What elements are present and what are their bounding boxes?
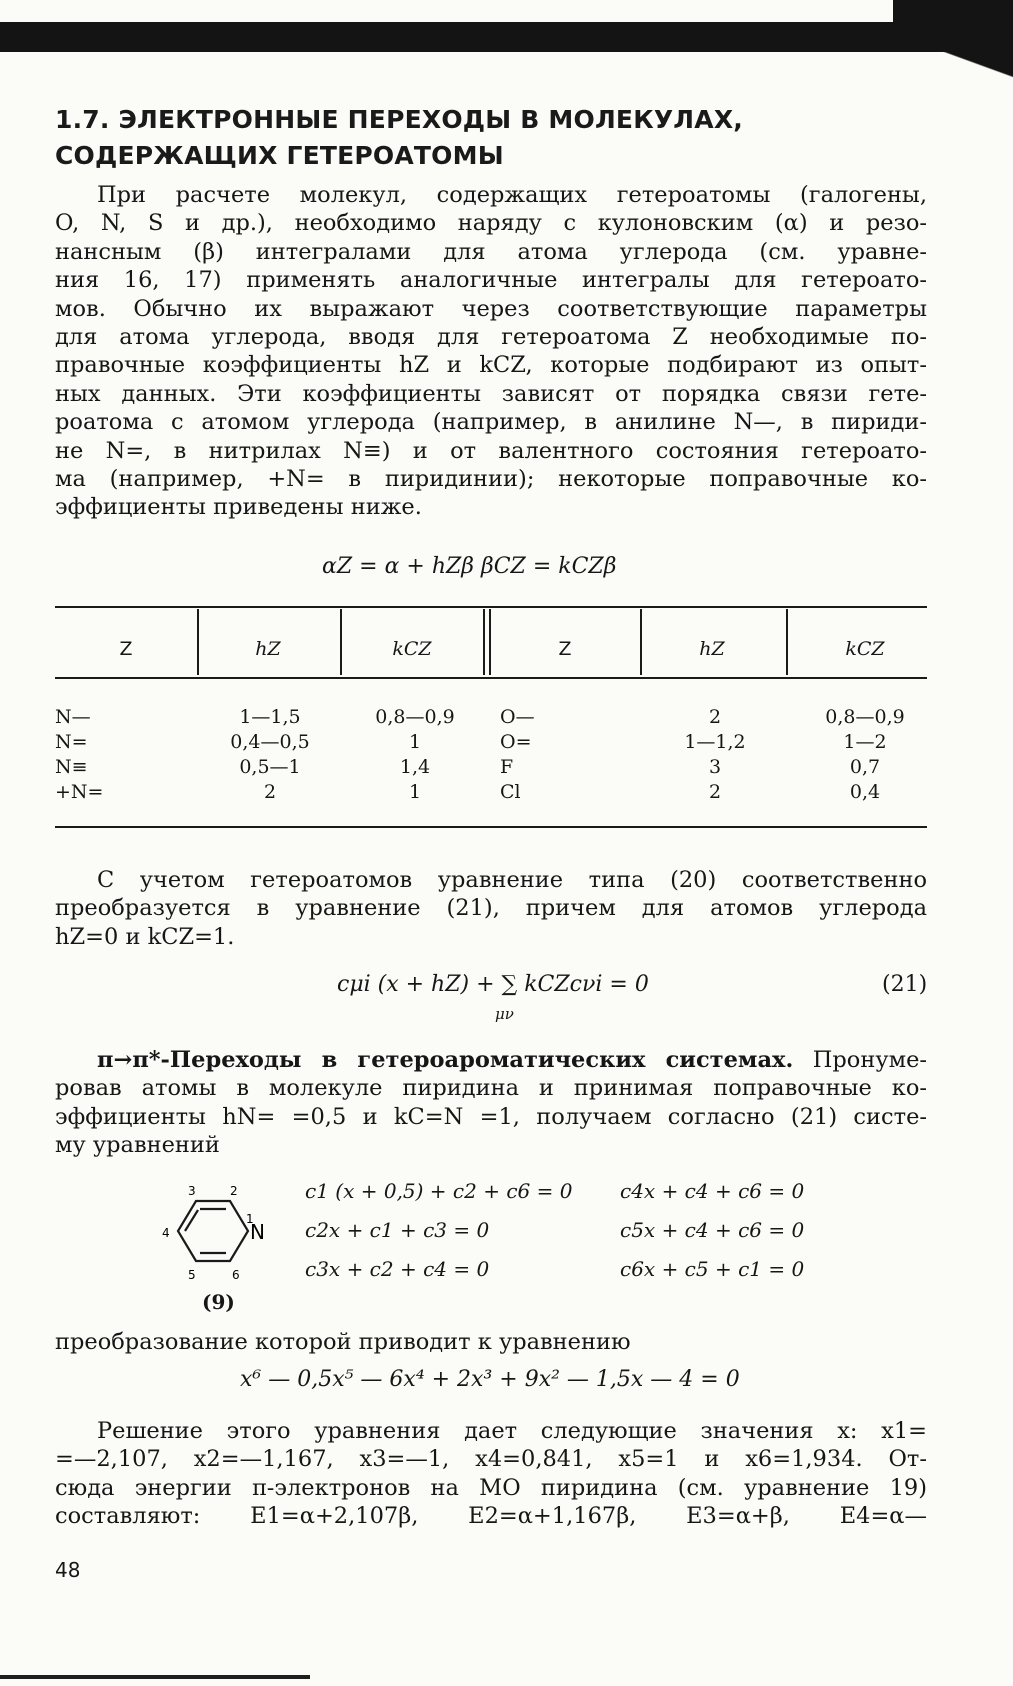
system-equation: c5x + c4 + c6 = 0	[620, 1218, 805, 1242]
table-header-hz: hZ	[255, 638, 281, 660]
table-cell: 1,4	[399, 756, 431, 778]
page-bottom-rule	[0, 1675, 310, 1679]
table-cell: 1	[408, 731, 422, 753]
table-cell: 0,8—0,9	[825, 706, 905, 728]
table-cell: 1—1,5	[239, 706, 301, 728]
text-line: мов. Обычно их выражают через соответствующие параметры	[55, 295, 927, 322]
table-column-left-kcz	[345, 705, 485, 805]
table-cell: 0,5—1	[239, 756, 301, 778]
text-line: не N=, в нитрилах N≡) и от валентного состояния гетероато-	[55, 437, 927, 464]
intro-paragraph	[55, 181, 927, 522]
section-heading-line: СОДЕРЖАЩИХ ГЕТЕРОАТОМЫ	[55, 141, 504, 170]
table-cell: N≡	[55, 756, 88, 778]
table-cell: 3	[708, 756, 722, 778]
text-line: Решение этого уравнения дает следующие значения x: x1=	[97, 1418, 927, 1444]
table-cell: O—	[500, 706, 535, 728]
text-line: ния 16, 17) применять аналогичные интегралы для гетероато-	[55, 267, 927, 294]
table-header-kcz: kCZ	[392, 638, 432, 660]
table-header-z: Z	[558, 638, 572, 660]
section-heading	[55, 102, 935, 174]
text-line: эффициенты приведены ниже.	[55, 494, 422, 521]
table-column-divider	[489, 609, 491, 675]
table-column-divider	[340, 609, 342, 675]
section-heading-line: 1.7. ЭЛЕКТРОННЫЕ ПЕРЕХОДЫ В МОЛЕКУЛАХ,	[55, 105, 743, 134]
table-cell: 1—1,2	[684, 731, 746, 753]
page-top-band	[0, 22, 1013, 52]
table-header-kcz: kCZ	[845, 638, 885, 660]
system-equation: c2x + c1 + c3 = 0	[305, 1218, 490, 1242]
table-column-left-z	[55, 705, 103, 805]
table-cell: 0,4	[849, 781, 881, 803]
table-top-rule	[55, 606, 927, 608]
equation-system-right	[620, 1172, 804, 1289]
text-line: ных данных. Эти коэффициенты зависят от порядка связи гете-	[55, 380, 927, 407]
formula-polynomial: x⁶ — 0,5x⁵ — 6x⁴ + 2x³ + 9x² — 1,5x — 4 = 0	[240, 1367, 740, 1392]
text-line	[55, 1046, 927, 1074]
table-header-z: Z	[119, 638, 133, 660]
table-bottom-rule	[55, 826, 927, 828]
paragraph-transformation	[55, 1328, 927, 1356]
system-equation: c3x + c2 + c4 = 0	[305, 1257, 490, 1281]
paragraph-hetero	[55, 866, 927, 951]
table-cell: O=	[500, 731, 532, 753]
text-line: сюда энергии π-электронов на МО пиридина (см. уравнение 19)	[55, 1474, 927, 1501]
equation-system-left	[305, 1172, 572, 1289]
system-equation: c4x + c4 + c6 = 0	[620, 1179, 805, 1203]
text-line: му уравнений	[55, 1132, 220, 1159]
atom-label: 3	[188, 1184, 196, 1198]
table-cell: 1	[408, 781, 422, 803]
atom-label: 6	[232, 1268, 240, 1282]
table-header-rule	[55, 677, 927, 679]
page-corner-shadow	[893, 0, 1013, 95]
text-line: составляют: E1=α+2,107β, E2=α+1,167β, E3=α+β, E4=α—	[55, 1503, 927, 1530]
text-line: преобразуется в уравнение (21), причем для атомов углерода	[55, 895, 927, 922]
table-cell: N—	[55, 706, 91, 728]
text-line: =—2,107, x2=—1,167, x3=—1, x4=0,841, x5=1 и x6=1,934. От-	[55, 1446, 927, 1473]
run-in-heading: π→π*-Переходы в гетероароматических системах.	[97, 1047, 794, 1073]
table-column-divider	[197, 609, 199, 675]
table-column-divider	[640, 609, 642, 675]
structure-caption: (9)	[202, 1290, 235, 1314]
text-line: преобразование которой приводит к уравнению	[55, 1329, 631, 1355]
pyridine-structure	[160, 1183, 280, 1293]
page-number: 48	[55, 1558, 81, 1582]
table-cell: 2	[708, 706, 722, 728]
formula-alpha-beta: αZ = α + hZβ βCZ = kCZβ	[322, 554, 617, 579]
table-column-left-hz	[200, 705, 340, 805]
text-line: правочные коэффициенты hZ и kCZ, которые подбирают из опыт-	[55, 352, 927, 379]
table-cell: Cl	[500, 781, 521, 803]
double-bond	[185, 1210, 198, 1231]
table-cell: 2	[708, 781, 722, 803]
table-column-right-kcz	[795, 705, 935, 805]
table-cell: F	[500, 756, 514, 778]
system-equation: c1 (x + 0,5) + c2 + c6 = 0	[305, 1179, 573, 1203]
atom-label: 5	[188, 1268, 196, 1282]
table-cell: 0,7	[849, 756, 881, 778]
system-equation: c6x + c5 + c1 = 0	[620, 1257, 805, 1281]
text-line: При расчете молекул, содержащих гетероатомы (галогены,	[97, 182, 927, 208]
table-column-right-z	[500, 705, 535, 805]
table-header-hz: hZ	[699, 638, 725, 660]
formula-21: cμi (x + hZ) + ∑ kCZcνi = 0	[337, 972, 649, 997]
table-column-right-hz	[645, 705, 785, 805]
text-line: hZ=0 и kCZ=1.	[55, 923, 235, 950]
nitrogen-atom: N	[250, 1220, 265, 1244]
table-cell: 0,4—0,5	[230, 731, 310, 753]
formula-21-subscript: μν	[495, 1005, 514, 1023]
text-line: O, N, S и др.), необходимо наряду с кулоновским (α) и резо-	[55, 210, 927, 237]
formula-21-number: (21)	[882, 972, 928, 997]
text-fragment: Пронуме-	[793, 1047, 927, 1073]
table-cell: 1—2	[843, 731, 887, 753]
text-line: ма (например, +N= в пиридинии); некоторые поправочные ко-	[55, 466, 927, 493]
text-line: ровав атомы в молекуле пиридина и принимая поправочные ко-	[55, 1075, 927, 1102]
table-column-divider	[786, 609, 788, 675]
table-column-divider	[483, 609, 485, 675]
text-line: С учетом гетероатомов уравнение типа (20) соответственно	[97, 867, 927, 893]
text-line: нансным (β) интегралами для атома углерода (см. уравне-	[55, 238, 927, 265]
atom-label: 2	[230, 1184, 238, 1198]
atom-label: 1	[246, 1212, 254, 1226]
table-cell: 0,8—0,9	[375, 706, 455, 728]
paragraph-solution	[55, 1417, 927, 1531]
table-cell: N=	[55, 731, 88, 753]
text-line: роатома с атомом углерода (например, в анилине N—, в пириди-	[55, 409, 927, 436]
table-cell: +N=	[55, 781, 104, 803]
atom-label: 4	[162, 1226, 170, 1240]
paragraph-pi-transitions	[55, 1046, 927, 1160]
table-cell: 2	[263, 781, 277, 803]
text-line: для атома углерода, вводя для гетероатома Z необходимые по-	[55, 324, 927, 351]
text-line: эффициенты hN= =0,5 и kC=N =1, получаем согласно (21) систе-	[55, 1103, 927, 1130]
